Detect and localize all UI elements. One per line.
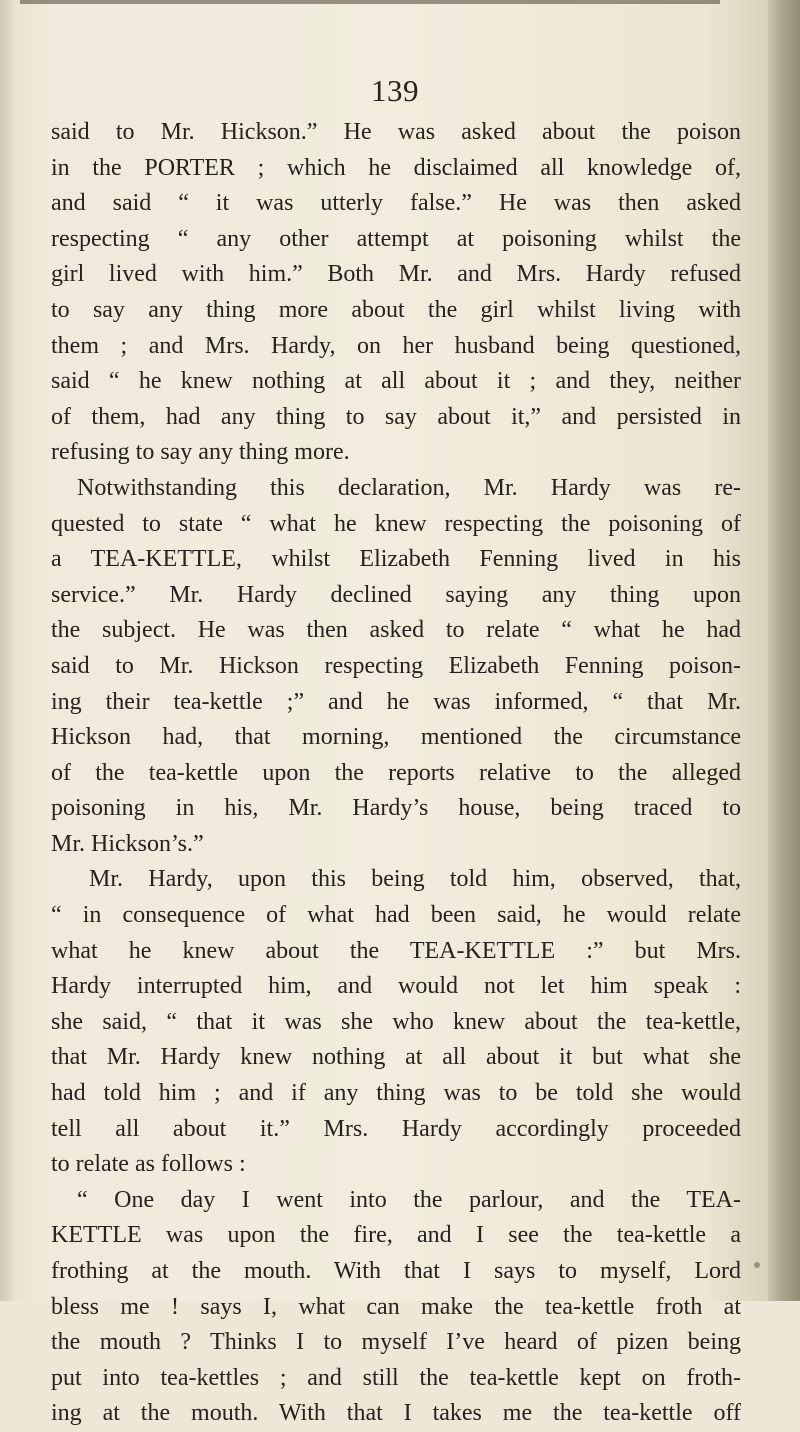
page-top-edge xyxy=(20,0,720,4)
text-line: put into tea-kettles ; and still the tea-kettle kept on froth- xyxy=(51,1364,741,1391)
text-line: Hardy interrupted him, and would not let him speak : xyxy=(51,973,741,1000)
page-gutter-shadow xyxy=(0,0,14,1301)
text-line: ing at the mouth. With that I takes me the tea-kettle off xyxy=(51,1400,741,1427)
ink-smudge xyxy=(754,1262,760,1268)
text-line: frothing at the mouth. With that I says to myself, Lord xyxy=(51,1258,741,1284)
text-line: “ in consequence of what had been said, he would relate xyxy=(51,902,741,929)
text-line: quested to state “ what he knew respecting the poisoning of xyxy=(51,510,741,537)
text-line: to relate as follows : xyxy=(51,1151,246,1178)
text-line: to say any thing more about the girl whilst living with xyxy=(51,296,741,323)
text-line: the mouth ? Thinks I to myself I’ve heard of pizen being xyxy=(51,1329,741,1356)
text-line: refusing to say any thing more. xyxy=(51,439,350,466)
text-line: that Mr. Hardy knew nothing at all about it but what she xyxy=(51,1044,741,1071)
text-line: said to Mr. Hickson.” He was asked about the poison xyxy=(51,119,741,145)
text-line: service.” Mr. Hardy declined saying any thing upon xyxy=(51,581,741,608)
text-line: Mr. Hardy, upon this being told him, observed, that, xyxy=(89,866,741,893)
text-line: had told him ; and if any thing was to be told she would xyxy=(51,1080,741,1107)
text-line: she said, “ that it was she who knew about the tea-kettle, xyxy=(51,1008,741,1035)
text-line: ing their tea-kettle ;” and he was informed, “ that Mr. xyxy=(51,688,741,715)
text-line: tell all about it.” Mrs. Hardy accordingly proceeded xyxy=(51,1115,741,1142)
text-line: a TEA-KETTLE, whilst Elizabeth Fenning lived in his xyxy=(51,546,741,573)
text-line: Hickson had, that morning, mentioned the circumstance xyxy=(51,724,741,751)
text-line: Notwithstanding this declaration, Mr. Hardy was re- xyxy=(77,474,741,501)
text-line: what he knew about the TEA-KETTLE :” but Mrs. xyxy=(51,937,741,964)
text-line: girl lived with him.” Both Mr. and Mrs. Hardy refused xyxy=(51,261,741,288)
text-line: “ One day I went into the parlour, and the TEA- xyxy=(77,1186,741,1213)
text-line: KETTLE was upon the fire, and I see the tea-kettle a xyxy=(51,1222,741,1249)
text-line: poisoning in his, Mr. Hardy’s house, being traced to xyxy=(51,795,741,822)
text-line: them ; and Mrs. Hardy, on her husband being questioned, xyxy=(51,332,741,359)
page-number: 139 xyxy=(371,73,419,108)
text-line: in the PORTER ; which he disclaimed all knowledge of, xyxy=(51,154,741,181)
text-line: of the tea-kettle upon the reports relative to the alleged xyxy=(51,759,741,786)
text-line: said to Mr. Hickson respecting Elizabeth Fenning poison- xyxy=(51,652,741,679)
text-line: Mr. Hickson’s.” xyxy=(51,830,204,857)
text-line: of them, had any thing to say about it,” and persisted in xyxy=(51,403,741,430)
text-line: and said “ it was utterly false.” He was then asked xyxy=(51,190,741,217)
text-line: said “ he knew nothing at all about it ; and they, neither xyxy=(51,368,741,395)
text-line: bless me ! says I, what can make the tea-kettle froth at xyxy=(51,1293,741,1320)
text-line: respecting “ any other attempt at poisoning whilst the xyxy=(51,225,741,252)
body-text xyxy=(51,115,741,1432)
text-line: the subject. He was then asked to relate “ what he had xyxy=(51,617,741,644)
page-edge-shadow xyxy=(768,0,800,1301)
